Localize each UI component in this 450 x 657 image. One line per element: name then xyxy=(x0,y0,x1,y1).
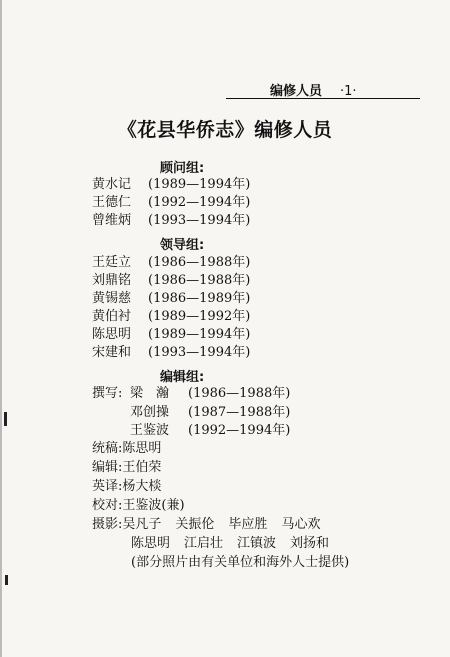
editors-heading: 编辑组: xyxy=(160,370,205,385)
member-years: (1986—1989年) xyxy=(148,291,251,306)
member-years: (1987—1988年) xyxy=(188,405,291,420)
scan-mark xyxy=(5,575,8,585)
member-name: 刘鼎铭 xyxy=(92,273,132,288)
member-name: 陈思明 xyxy=(92,327,132,342)
member-name: 王廷立 xyxy=(92,255,132,270)
writer-row xyxy=(130,404,290,422)
advisor-row xyxy=(92,212,250,230)
photo-label: 摄影: xyxy=(92,517,123,532)
member-name: 邓创操 xyxy=(130,405,170,420)
translate-line: 英译:杨大棪 xyxy=(92,479,162,494)
header-rule xyxy=(226,98,420,99)
member-years: (1986—1988年) xyxy=(188,386,291,401)
leader-row xyxy=(92,344,250,362)
member-name: 梁 瀚 xyxy=(130,386,170,401)
member-name: 黄伯衬 xyxy=(92,309,132,324)
member-name: 王鉴波 xyxy=(130,423,170,438)
member-name: 宋建和 xyxy=(92,345,132,360)
writer-row xyxy=(130,385,290,403)
advisor-row xyxy=(92,194,250,212)
leaders-heading: 领导组: xyxy=(160,238,205,253)
member-years: (1986—1988年) xyxy=(148,273,251,288)
photo-note: (部分照片由有关单位和海外人士提供) xyxy=(131,555,350,570)
photo-row-1 xyxy=(92,516,320,534)
member-years: (1989—1994年) xyxy=(148,177,251,192)
page-edge xyxy=(0,0,2,657)
photographer-name: 江启壮 xyxy=(184,536,224,551)
photographer-name: 吴凡子 xyxy=(122,517,162,532)
member-years: (1992—1994年) xyxy=(188,423,291,438)
member-name: 黄水记 xyxy=(92,177,132,192)
member-years: (1989—1992年) xyxy=(148,309,251,324)
page-title: 《花县华侨志》编修人员 xyxy=(117,119,333,141)
member-years: (1993—1994年) xyxy=(148,345,251,360)
running-head xyxy=(270,80,420,98)
member-name: 黄锡慈 xyxy=(92,291,132,306)
edit-line: 编辑:王伯荣 xyxy=(92,460,162,475)
photographer-name: 马心欢 xyxy=(281,517,321,532)
scan-mark xyxy=(4,412,7,426)
member-years: (1986—1988年) xyxy=(148,255,251,270)
running-head-section: 编修人员 xyxy=(270,84,323,99)
compile-line: 统稿:陈思明 xyxy=(92,441,162,456)
member-name: 曾维炳 xyxy=(92,213,132,228)
page-number: ·1· xyxy=(340,84,357,99)
leader-row xyxy=(92,290,250,308)
photographer-name: 关振伦 xyxy=(175,517,215,532)
member-years: (1993—1994年) xyxy=(148,213,251,228)
member-name: 王德仁 xyxy=(92,195,132,210)
member-years: (1989—1994年) xyxy=(148,327,251,342)
leader-row xyxy=(92,272,250,290)
photographer-name: 刘扬和 xyxy=(290,536,330,551)
leader-row xyxy=(92,308,250,326)
photographer-name: 陈思明 xyxy=(131,536,171,551)
advisor-row xyxy=(92,176,250,194)
proofread-line: 校对:王鉴波(兼) xyxy=(92,498,185,513)
member-years: (1992—1994年) xyxy=(148,195,251,210)
writing-label: 撰写: xyxy=(92,386,123,401)
photo-row-2 xyxy=(131,535,329,553)
leader-row xyxy=(92,326,250,344)
writer-row xyxy=(130,422,290,440)
photographer-name: 毕应胜 xyxy=(228,517,268,532)
leader-row xyxy=(92,254,250,272)
advisors-heading: 顾问组: xyxy=(160,161,205,176)
photographer-name: 江镇波 xyxy=(237,536,277,551)
